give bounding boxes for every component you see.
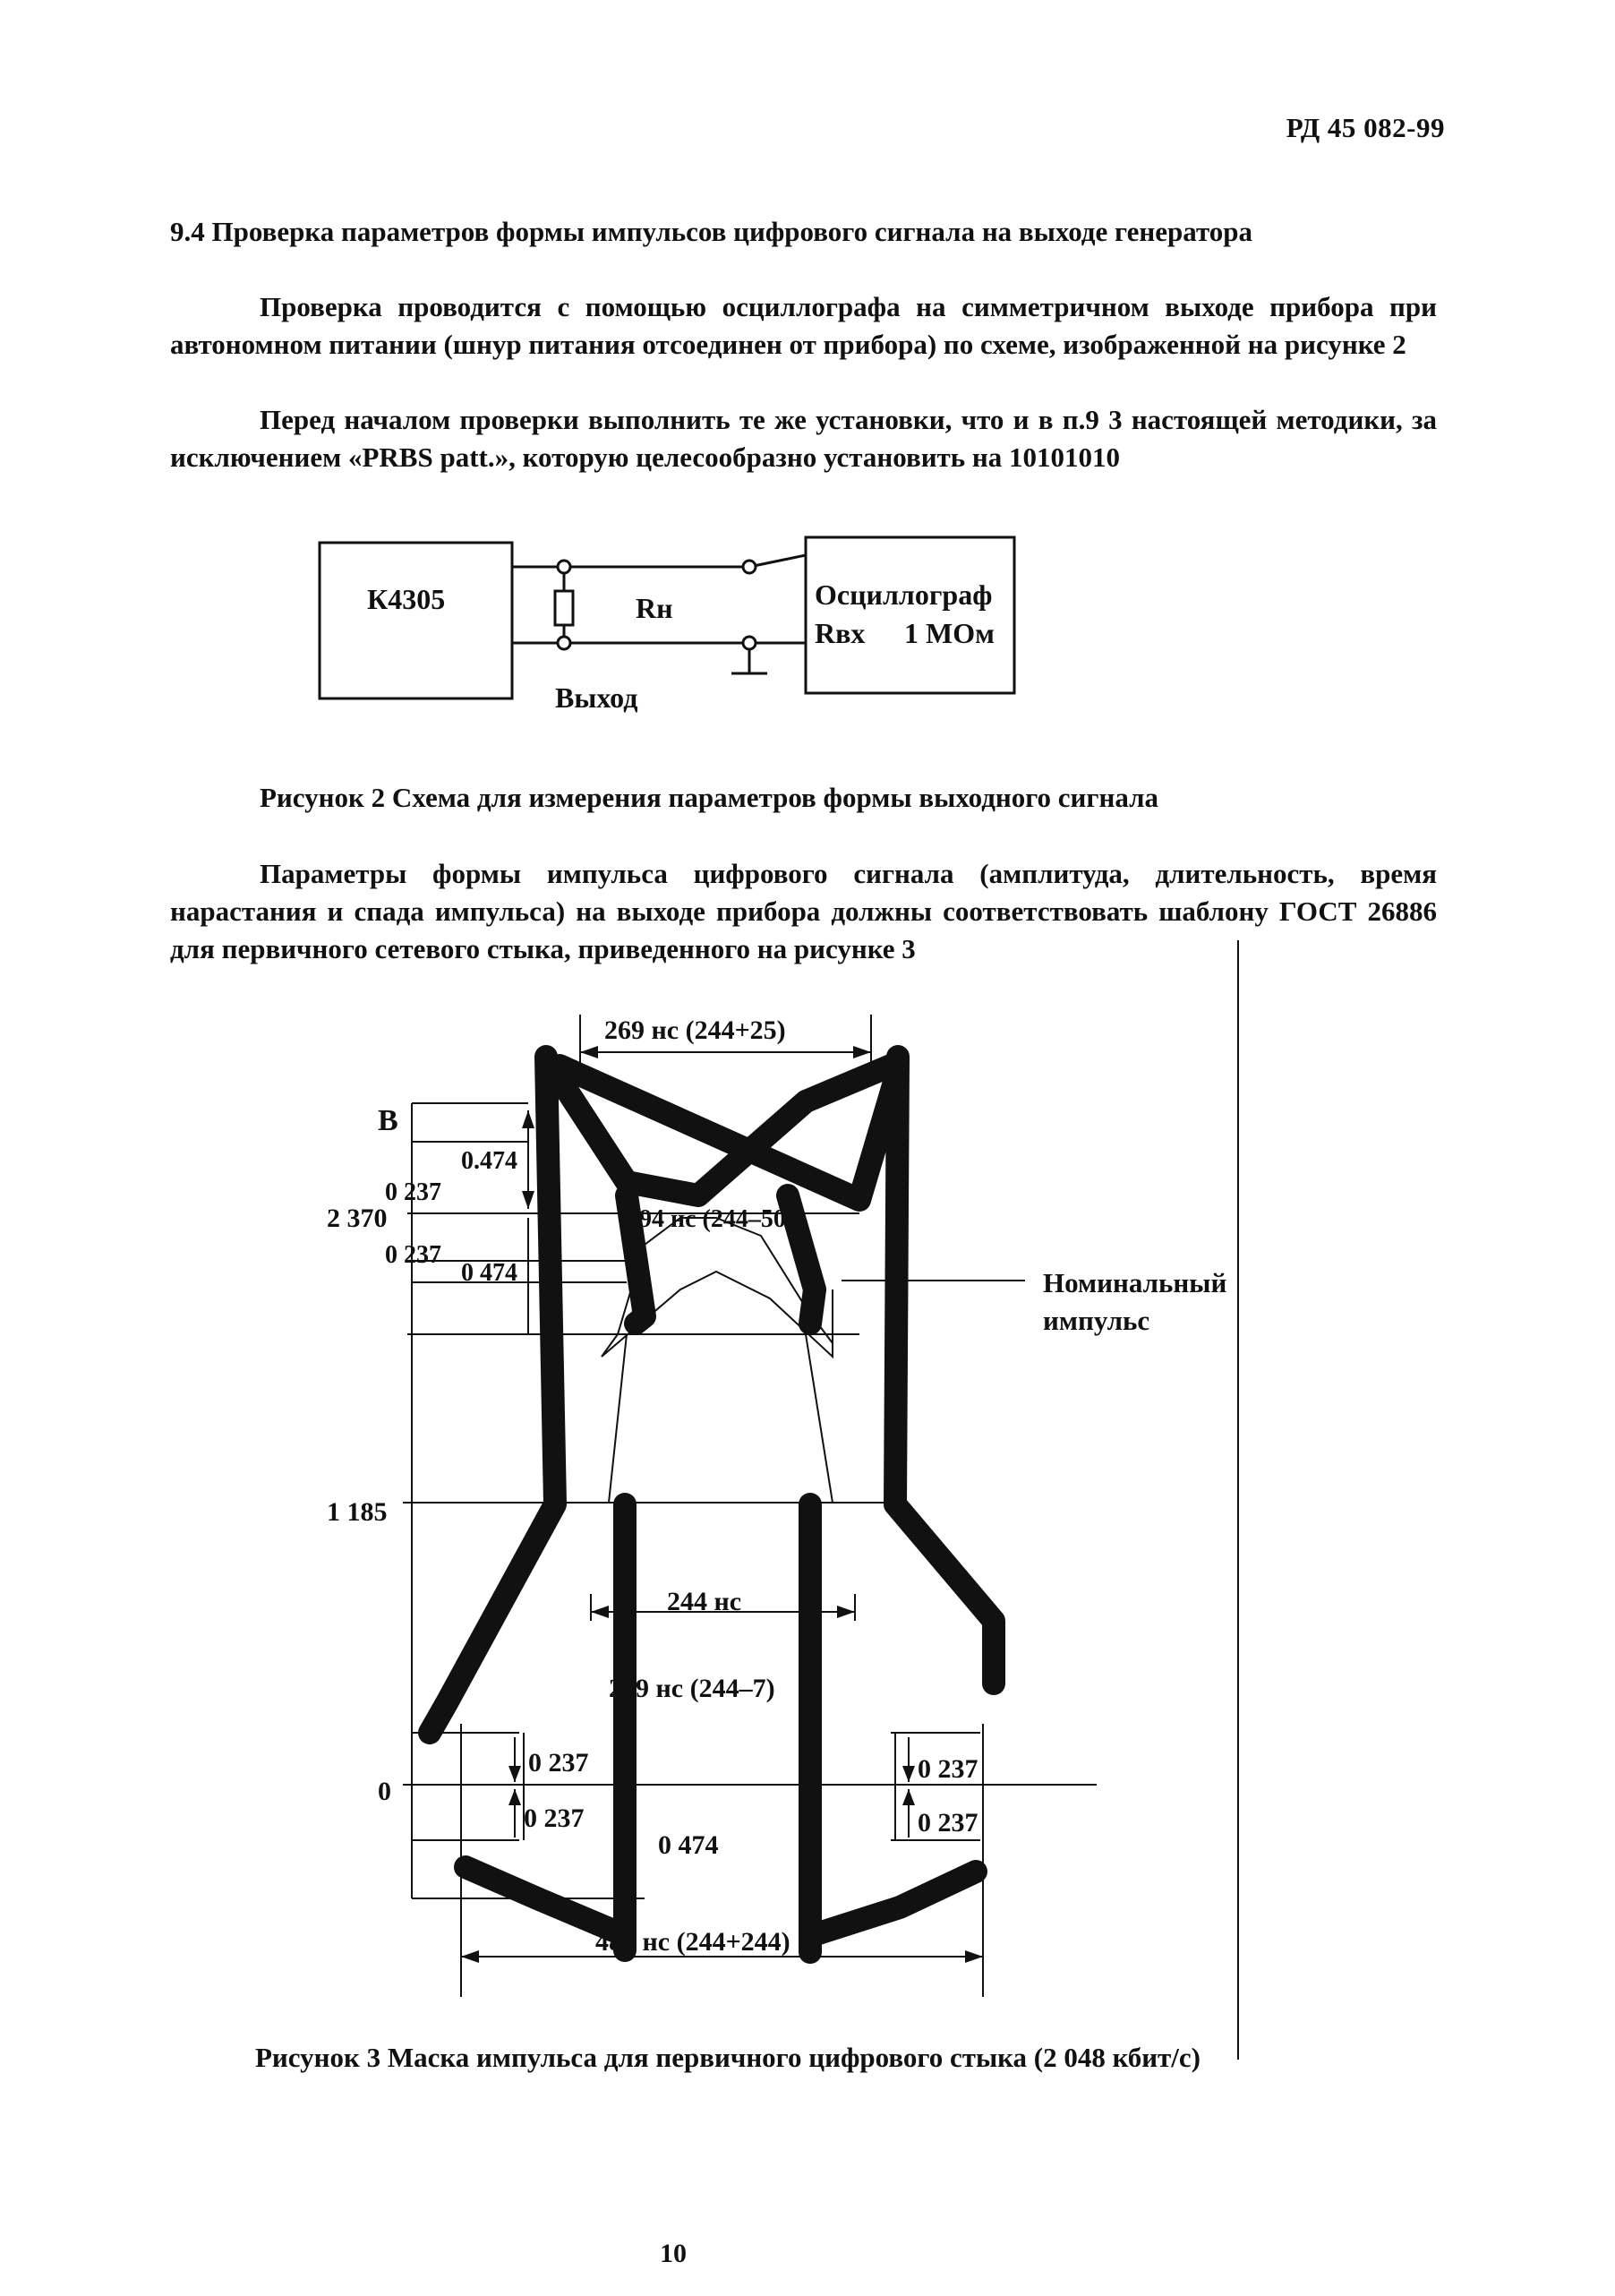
level-1185: 1 185	[327, 1497, 388, 1527]
dim-194ns: 194 нс (244–50)	[627, 1205, 795, 1233]
device-label: К4305	[367, 583, 446, 615]
tol-0237-b: 0 237	[385, 1241, 441, 1269]
section-heading: 9.4 Проверка параметров формы импульсов цифрового сигнала на выходе генератора	[170, 216, 1253, 247]
dim-244ns: 244 нс	[667, 1587, 742, 1616]
scope-value: 1 МОм	[904, 617, 995, 649]
tol-left-down: 0 237	[524, 1803, 585, 1833]
tol-right-up: 0 237	[918, 1754, 978, 1784]
paragraph-1: Проверка проводится с помощью осциллографа на симметричном выходе прибора при автономном питании (шнур питания отсоединен от прибора) по схеме, изображенной на рисунке 2	[170, 291, 1437, 360]
tol-0474-top: 0.474	[461, 1147, 517, 1175]
output-label: Выход	[555, 681, 638, 714]
page-number: 10	[660, 2239, 687, 2268]
scope-title: Осциллограф	[815, 578, 993, 611]
paragraph-2: Перед началом проверки выполнить те же установки, что и в п.9 3 настоящей методики, за исключением «PRBS patt.», которую целесообразно установить на 10101010	[170, 404, 1437, 473]
resistor-label: Rн	[636, 592, 673, 624]
level-2370: 2 370	[327, 1204, 388, 1233]
document-code: РД 45 082-99	[1286, 112, 1445, 143]
tol-right-down: 0 237	[918, 1808, 978, 1838]
tol-center: 0 474	[658, 1830, 719, 1860]
level-0: 0	[378, 1777, 391, 1806]
dim-269ns: 269 нс (244+25)	[604, 1015, 786, 1045]
tol-0237-a: 0 237	[385, 1178, 441, 1206]
figure-2-caption: Рисунок 2 Схема для измерения параметров формы выходного сигнала	[260, 782, 1159, 813]
dim-219ns: 219 нс (244–7)	[609, 1674, 775, 1703]
scope-rin: Rвх	[815, 617, 866, 649]
figure-3-caption: Рисунок 3 Маска импульса для первичного цифрового стыка (2 048 кбит/с)	[255, 2042, 1201, 2073]
nominal-label-2: импульс	[1043, 1305, 1150, 1336]
paragraph-3: Параметры формы импульса цифрового сигнала (амплитуда, длительность, время нарастания и спада импульса) на выходе прибора должны соответствовать шаблону ГОСТ 26886 для первичного сетевого стыка, приведенного на рисунке 3	[170, 858, 1437, 964]
tol-0474-b: 0 474	[461, 1259, 517, 1287]
dim-488ns: 488 нс (244+244)	[595, 1927, 790, 1957]
tol-left-up: 0 237	[528, 1748, 589, 1778]
unit-label: В	[378, 1104, 398, 1137]
nominal-label: Номинальный	[1043, 1267, 1227, 1298]
